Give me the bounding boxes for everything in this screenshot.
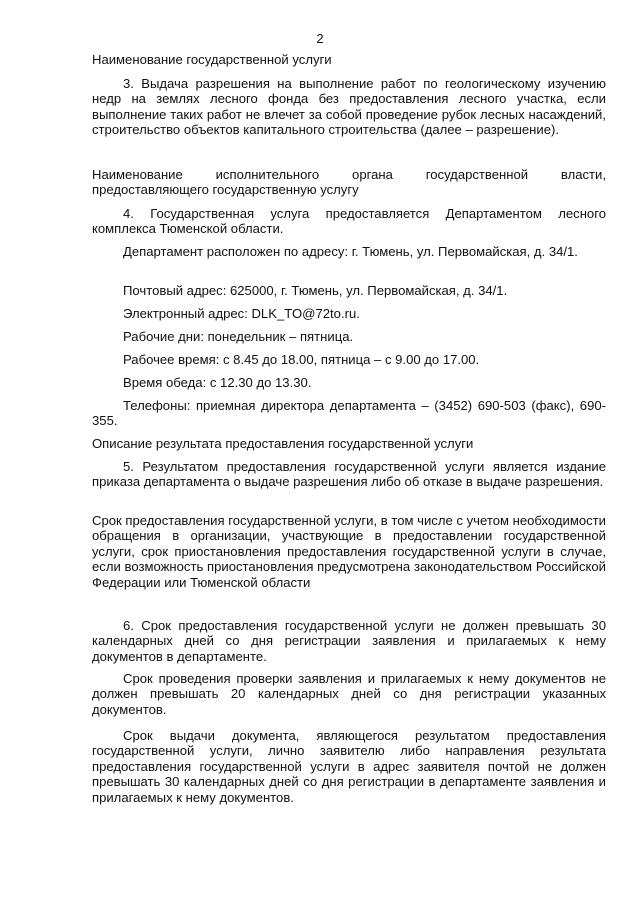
paragraph-3: 3. Выдача разрешения на выполнение работ по геологическому изучению недр на землях лесного фонда без предоставления лесного участка, если выполнение таких работ не влечет за собой проведение рубок лесных насаждений, строительство объектов капитального строительства (далее – разрешение). [92, 76, 606, 138]
paragraph-4: 4. Государственная услуга предоставляется Департаментом лесного комплекса Тюменской области. [92, 206, 606, 237]
paragraph-work-days: Рабочие дни: понедельник – пятница. [123, 329, 354, 344]
paragraph-lunch-time: Время обеда: с 12.30 до 13.30. [123, 375, 312, 390]
heading-result-description: Описание результата предоставления государственной услуги [92, 436, 474, 451]
paragraph-postal-address: Почтовый адрес: 625000, г. Тюмень, ул. Первомайская, д. 34/1. [123, 283, 508, 298]
paragraph-email: Электронный адрес: DLK_TO@72to.ru. [123, 306, 360, 321]
heading-executive-body: Наименование исполнительного органа государственной власти, предоставляющего государственную услугу [92, 167, 606, 198]
heading-service-term: Срок предоставления государственной услуги, в том числе с учетом необходимости обращения в организации, участвующие в предоставлении государственной услуги, срок приостановления предоставления государственной услуги в случае, если возможность приостановления предусмотрена законодательством Российской Федерации или Тюменской области [92, 513, 606, 590]
paragraph-phones: Телефоны: приемная директора департамента – (3452) 690-503 (факс), 690-355. [92, 398, 606, 429]
page-number: 2 [316, 31, 324, 46]
heading-service-name: Наименование государственной услуги [92, 52, 332, 67]
paragraph-address: Департамент расположен по адресу: г. Тюмень, ул. Первомайская, д. 34/1. [123, 244, 578, 259]
paragraph-5: 5. Результатом предоставления государственной услуги является издание приказа департамента о выдаче разрешения либо об отказе в выдаче разрешения. [92, 459, 606, 490]
paragraph-work-hours: Рабочее время: с 8.45 до 18.00, пятница – с 9.00 до 17.00. [123, 352, 480, 367]
paragraph-6: 6. Срок предоставления государственной услуги не должен превышать 30 календарных дней со дня регистрации заявления и прилагаемых к нему документов в департаменте. [92, 618, 606, 664]
paragraph-check-term: Срок проведения проверки заявления и прилагаемых к нему документов не должен превышать 20 календарных дней со дня регистрации указанных документов. [92, 671, 606, 717]
paragraph-issue-term: Срок выдачи документа, являющегося результатом предоставления государственной услуги, лично заявителю либо направления результата предоставления государственной услуги в адрес заявителя почтой не должен превышать 30 календарных дней со дня регистрации в департаменте заявления и прилагаемых к нему документов. [92, 728, 606, 805]
